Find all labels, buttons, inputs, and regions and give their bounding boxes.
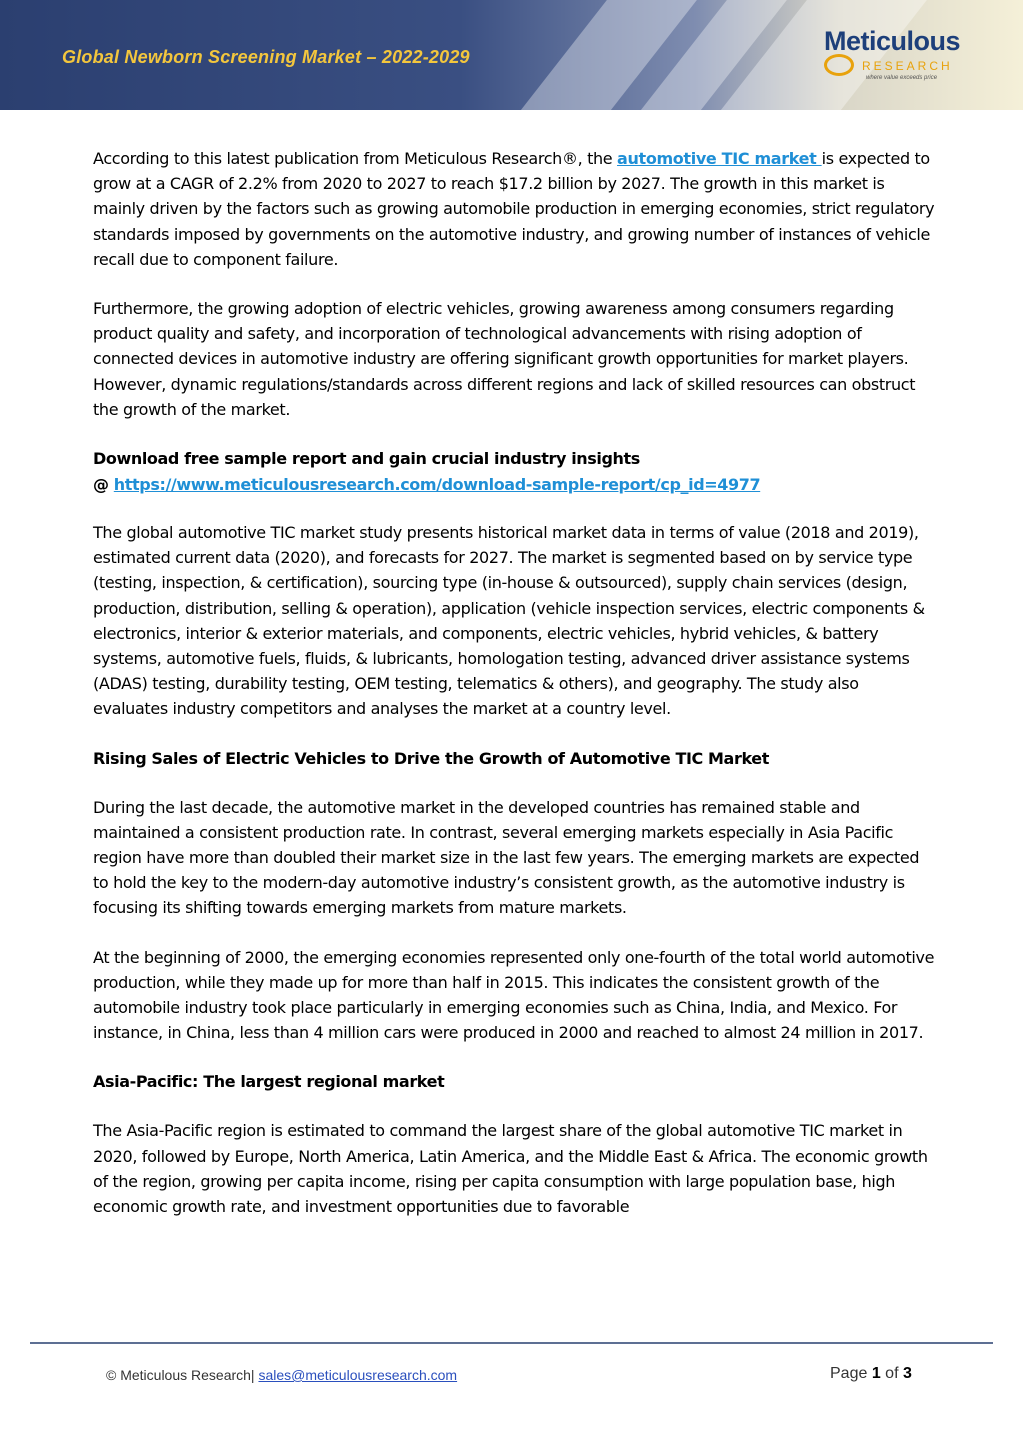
intro-text-start: According to this latest publication from Meticulous Research®, the [93, 149, 618, 168]
section-heading-apac: Asia-Pacific: The largest regional market [93, 1072, 445, 1092]
footer-copyright [106, 1367, 457, 1383]
download-heading: Download free sample report and gain crucial industry insights [93, 449, 640, 469]
intro-text-end: is expected to grow at a CAGR of 2.2% from 2020 to 2027 to reach $17.2 billion by 2027. The growth in this market is mainly driven by the factors such as growing automobile production in emerging economies, strict regulatory standards imposed by governments on the automotive industry, and growing number of instances of vehicle recall due to component failure. [93, 149, 935, 269]
logo-subtitle: RESEARCH [862, 59, 953, 73]
document-body [93, 146, 938, 1219]
email-link[interactable]: sales@meticulousresearch.com [258, 1367, 458, 1383]
section-heading-ev: Rising Sales of Electric Vehicles to Drive the Growth of Automotive TIC Market [93, 748, 769, 768]
paragraph-production-history: At the beginning of 2000, the emerging economies represented only one-fourth of the total world automotive production, while they made up for more than half in 2015. This indicates the consistent growth of the automobile industry took place particularly in emerging economies such as China, India, and Mexico. For instance, in China, less than 4 million cars were produced in 2000 and reached to almost 24 million in 2017. [93, 947, 935, 1043]
logo-wordmark: Meticulous [824, 26, 961, 56]
automotive-tic-market-link[interactable]: automotive TIC market [617, 149, 822, 168]
paragraph-intro [93, 146, 938, 272]
page-of: of [880, 1365, 903, 1382]
download-link-line [93, 472, 938, 498]
download-sample-link[interactable]: https://www.meticulousresearch.com/download-sample-report/cp_id=4977 [113, 475, 761, 495]
page-current: 1 [871, 1365, 881, 1382]
page-number [830, 1365, 912, 1383]
paragraph-segmentation: The global automotive TIC market study presents historical market data in terms of value (2018 and 2019), estimated current data (2020), and forecasts for 2027. The market is segmented based on by service type (testing, inspection, & certification), sourcing type (in-house & outsourced), supply chain services (design, production, distribution, selling & operation), application (vehicle inspection services, electric components & electronics, interior & exterior materials, and components, electric vehicles, hybrid vehicles, & battery systems, automotive fuels, fluids, & lubricants, homologation testing, advanced driver assistance systems (ADAS) testing, durability testing, OEM testing, telematics & others), and geography. The study also evaluates industry competitors and analyses the market at a country level. [93, 523, 925, 719]
at-sign: @ [93, 475, 114, 495]
page-label: Page [830, 1365, 872, 1382]
page-total: 3 [902, 1365, 912, 1382]
footer-divider [30, 1342, 993, 1344]
logo-magnifier-icon [824, 54, 854, 76]
paragraph-apac: The Asia-Pacific region is estimated to command the largest share of the global automotive TIC market in 2020, followed by Europe, North America, Latin America, and the Middle East & Africa. The economic growth of the region, growing per capita income, rising per capita consumption with large population base, high economic growth rate, and investment opportunities due to favorable [93, 1121, 928, 1217]
paragraph-opportunities: Furthermore, the growing adoption of electric vehicles, growing awareness among consumers regarding product quality and safety, and incorporation of technological advancements with rising adoption of connected devices in automotive industry are offering significant growth opportunities for market players. However, dynamic regulations/standards across different regions and lack of skilled resources can obstruct the growth of the market. [93, 299, 916, 419]
header-banner [0, 0, 1023, 110]
logo-tagline: where value exceeds price [866, 75, 938, 81]
paragraph-emerging-markets: During the last decade, the automotive market in the developed countries has remained stable and maintained a consistent production rate. In contrast, several emerging markets especially in Asia Pacific region have more than doubled their market size in the last few years. The emerging markets are expected to hold the key to the modern-day automotive industry’s consistent growth, as the automotive industry is focusing its shifting towards emerging markets from mature markets. [93, 797, 920, 918]
report-title: Global Newborn Screening Market – 2022-2029 [62, 47, 470, 67]
copyright-text: © Meticulous Research| [106, 1367, 259, 1383]
meticulous-logo [822, 26, 968, 90]
